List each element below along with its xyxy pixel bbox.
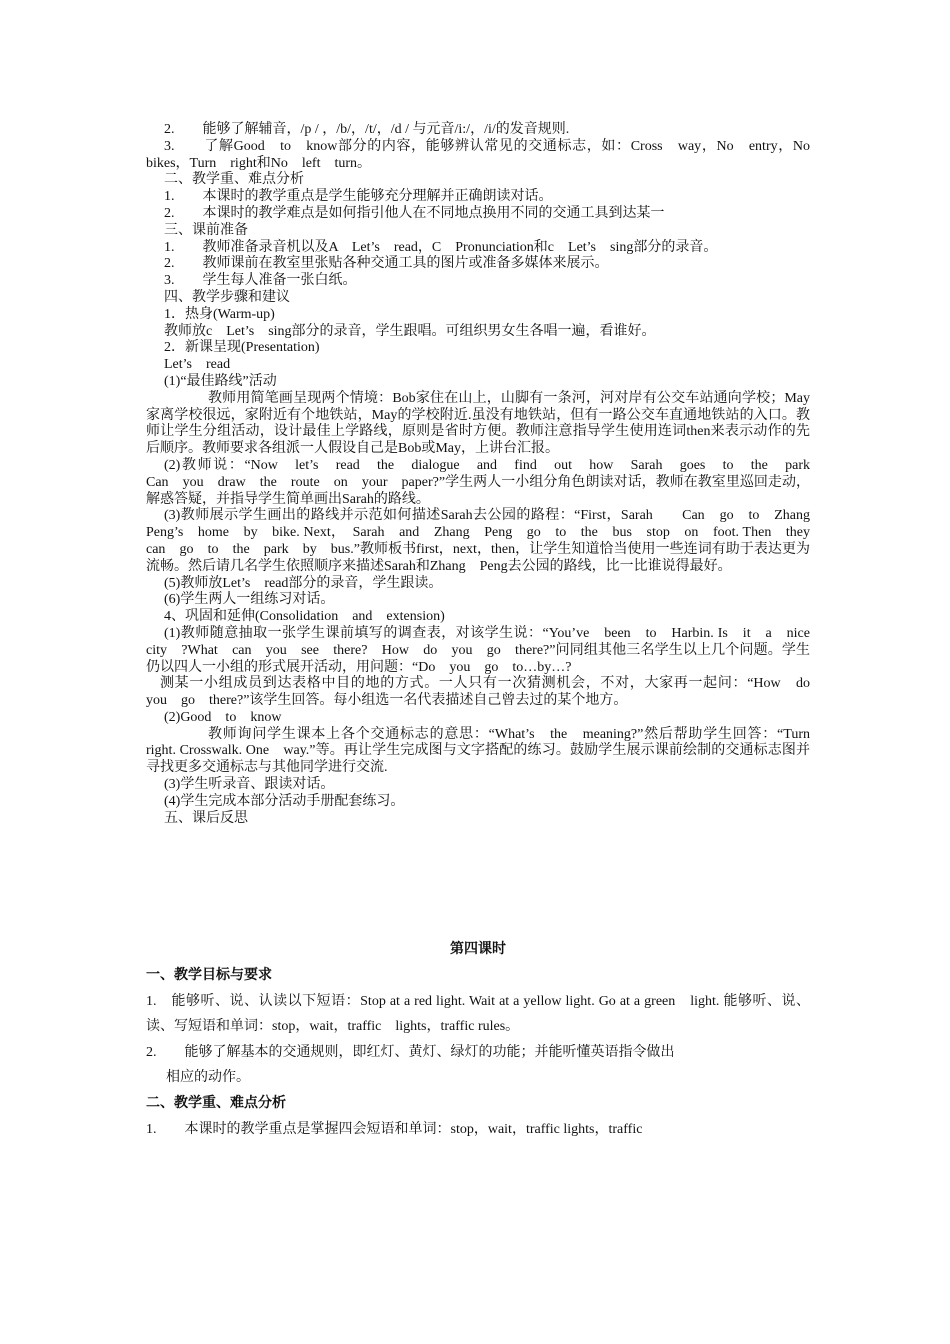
lesson-four-section [146,937,810,1142]
paragraph: (1)教师随意抽取一张学生课前填写的调查表，对该学生说：“You’ve been to Harbin. Is it a nice city ?What can you see there? How do you go there?”问同组其他三名学生以上几个问题。学生仍以四人一小组的形式展开活动，用问题：“Do you go to…by…? [146,625,824,675]
paragraph: (4)学生完成本部分活动手册配套练习。 [164,793,405,809]
paragraph: 1. 教师准备录音机以及A Let’s read，C Pronunciation和c Let’s sing部分的录音。 [164,239,718,255]
paragraph-objective-2-cont: 相应的动作。 [166,1070,250,1086]
paragraph: 教师用简笔画呈现两个情境：Bob家住在山上，山脚有一条河，河对岸有公交车站通向学校；May家离学校很远，家附近有个地铁站，May的学校附近.虽没有地铁站，但有一路公交车直通地铁站的入口。教师让学生分组活动，设计最佳上学路线，原则是省时方便。教师注意指导学生使用连词then来表示动作的先后顺序。教师要求各组派一人假设自己是Bob或May，上讲台汇报。 [146,390,810,457]
paragraph: 二、教学重、难点分析 [164,172,304,188]
paragraph: (5)教师放Let’s read部分的录音，学生跟读。 [164,575,443,591]
paragraph: (1)“最佳路线”活动 [164,373,277,389]
paragraph-key-point-1: 1. 本课时的教学重点是掌握四会短语和单词：stop，wait，traffic lights，traffic [146,1121,643,1137]
paragraph: 三、课前准备 [164,222,248,238]
paragraph: (3)学生听录音、跟读对话。 [164,777,335,793]
paragraph: 1．热身(Warm-up) [164,306,275,322]
paragraph: 五、课后反思 [164,810,248,826]
paragraph: 2. 教师课前在教室里张贴各种交通工具的图片或准备多媒体来展示。 [164,256,609,272]
paragraph: 1. 本课时的教学重点是学生能够充分理解并正确朗读对话。 [164,189,553,205]
paragraph-objective-2: 2. 能够了解基本的交通规则，即红灯、黄灯、绿灯的功能；并能听懂英语指令做出 [146,1044,675,1060]
lesson-three-section [146,122,838,827]
paragraph: (3)教师展示学生画出的路线并示范如何描述Sarah去公园的路程：“First，Sarah Can go to Zhang Peng’s home by bike. Next， Sarah and Zhang Peng go to the bus stop on foot. Then they can go to the park by bus.”教师板书first，next，then，让学生知道恰当使用一些连词有助于表达更为流畅。然后请几名学生依照顺序来描述Sarah和Zhang Peng去公园的路线，比一比谁说得最好。 [146,508,824,574]
paragraph-objective-1: 1. 能够听、说、认读以下短语：Stop at a red light. Wait at a yellow light. Go at a green light. 能够听、说、读、写短语和单词：stop，wait，traffic lights，traffic rules。 [146,993,810,1035]
lesson-title: 第四课时 [450,942,506,958]
paragraph: 测某一小组成员到达表格中目的地的方式。一人只有一次猜测机会，不对，大家再一起问：“How do you go there?”该学生回答。每小组选一名代表描述自己曾去过的某个地方。 [146,676,824,709]
paragraph: (6)学生两人一组练习对话。 [164,592,335,608]
paragraph: 3. 了解Good to know部分的内容，能够辨认常见的交通标志，如：Cross way，No entry，No bikes，Turn right和No left turn。 [146,138,824,171]
paragraph: (2)教师说：“Now let’s read the dialogue and find out how Sarah goes to the park Can you draw the route on your paper?”学生两人一小组分角色朗读对话，教师在教室里巡回走动，解惑答疑，并指导学生简单画出Sarah的路线。 [146,457,838,507]
paragraph: 3. 学生每人准备一张白纸。 [164,273,357,289]
paragraph: 四、教学步骤和建议 [164,289,290,305]
heading-objectives: 一、教学目标与要求 [146,968,272,984]
paragraph: Let’s read [164,357,231,373]
paragraph: 2. 本课时的教学难点是如何指引他人在不同地点换用不同的交通工具到达某一 [164,205,665,221]
document-page [146,122,838,1142]
paragraph: 教师询问学生课本上各个交通标志的意思：“What’s the meaning?”然后帮助学生回答：“Turn right. Crosswalk. One way.”等。再让学生完成图与文字搭配的练习。鼓励学生展示课前绘制的交通标志图并寻找更多交通标志与其他同学进行交流. [146,726,824,776]
paragraph: 教师放c Let’s sing部分的录音，学生跟唱。可组织男女生各唱一遍，看谁好。 [164,323,656,339]
paragraph: 2．新课呈现(Presentation) [164,340,320,356]
section-gap [146,827,810,937]
paragraph: 4、巩固和延伸(Consolidation and extension) [164,609,445,625]
heading-key-points: 二、教学重、难点分析 [146,1096,286,1112]
paragraph: 2. 能够了解辅音，/p / ，/b/，/t/，/d / 与元音/i:/，/i/的发音规则. [164,122,570,137]
paragraph: (2)Good to know [164,709,282,725]
